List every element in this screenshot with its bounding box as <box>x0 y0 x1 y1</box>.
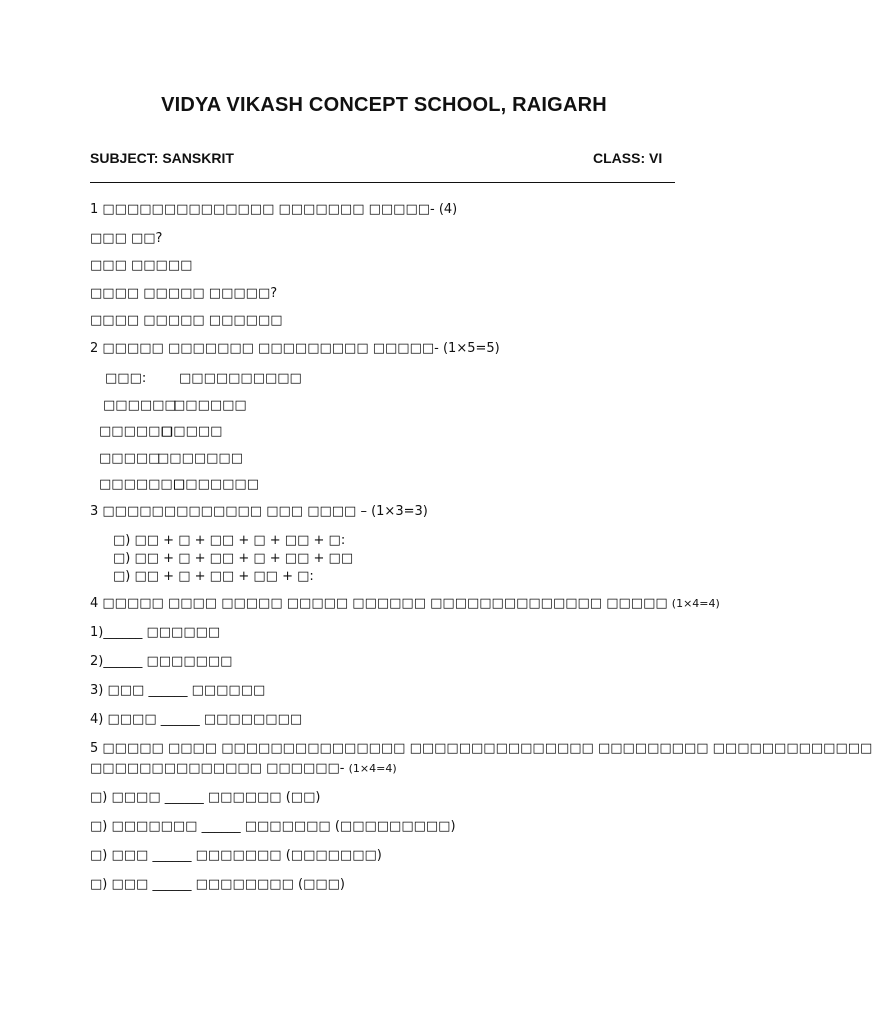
q2-row-4-left: □□□□□ <box>99 451 161 466</box>
header-divider <box>90 182 675 183</box>
q5-marks: (1×4=4) <box>348 762 397 775</box>
q1-line-1: □□□ □□? <box>90 231 163 246</box>
q3-item-2: □) □□ + □ + □□ + □ + □□ + □□ <box>113 551 354 566</box>
q2-row-1-left: □□□: <box>105 371 147 386</box>
q1-line-3: □□□□ □□□□□ □□□□□? <box>90 286 278 301</box>
q1-line-2: □□□ □□□□□ <box>90 258 193 273</box>
q5-item-1: □) □□□□ ______ □□□□□□ (□□) <box>90 790 321 805</box>
q5-item-3: □) □□□ ______ □□□□□□□ (□□□□□□□) <box>90 848 382 863</box>
q4-heading <box>90 596 720 612</box>
q3-item-1: □) □□ + □ + □□ + □ + □□ + □: <box>113 533 346 548</box>
q5-item-2: □) □□□□□□□ ______ □□□□□□□ (□□□□□□□□□) <box>90 819 456 834</box>
q5-heading-text: □□□□□□□□□□□□□□ □□□□□□- <box>90 761 345 776</box>
q3-heading: 3 □□□□□□□□□□□□□ □□□ □□□□ – (1×3=3) <box>90 504 428 519</box>
class-label: CLASS: VI <box>593 150 663 166</box>
q2-row-5-left: □□□□□□□ <box>99 477 185 492</box>
q2-row-3-left: □□□□□□ <box>99 424 173 439</box>
q5-heading-line-2 <box>90 761 397 777</box>
school-title: VIDYA VIKASH CONCEPT SCHOOL, RAIGARH <box>161 94 607 116</box>
subject-label: SUBJECT: SANSKRIT <box>90 150 234 166</box>
q4-marks: (1×4=4) <box>671 597 720 610</box>
q2-heading: 2 □□□□□ □□□□□□□ □□□□□□□□□ □□□□□- (1×5=5) <box>90 341 500 356</box>
q5-heading-line-1: 5 □□□□□ □□□□ □□□□□□□□□□□□□□□ □□□□□□□□□□□□□□□ □□□□□□□□□ □□□□□□□□□□□□□ <box>90 741 872 756</box>
q4-item-1: 1)______ □□□□□□ <box>90 625 221 640</box>
q5-item-4: □) □□□ ______ □□□□□□□□ (□□□) <box>90 877 345 892</box>
q2-row-5-right: □□□□□□□ <box>173 477 259 492</box>
q1-heading: 1 □□□□□□□□□□□□□□ □□□□□□□ □□□□□- (4) <box>90 202 458 217</box>
q2-row-4-right: □□□□□□□ <box>157 451 243 466</box>
q2-row-2-right: □□□□□□ <box>173 398 247 413</box>
q2-row-3-right: □□□□□ <box>161 424 223 439</box>
q4-heading-text: 4 □□□□□ □□□□ □□□□□ □□□□□ □□□□□□ □□□□□□□□□□□□□□ □□□□□ <box>90 596 668 611</box>
q4-item-4: 4) □□□□ ______ □□□□□□□□ <box>90 712 303 727</box>
q2-row-1-right: □□□□□□□□□□ <box>179 371 302 386</box>
q1-line-4: □□□□ □□□□□ □□□□□□ <box>90 313 283 328</box>
q4-item-2: 2)______ □□□□□□□ <box>90 654 233 669</box>
q4-item-3: 3) □□□ ______ □□□□□□ <box>90 683 266 698</box>
q2-row-2-left: □□□□□□ <box>103 398 177 413</box>
q3-item-3: □) □□ + □ + □□ + □□ + □: <box>113 569 314 584</box>
